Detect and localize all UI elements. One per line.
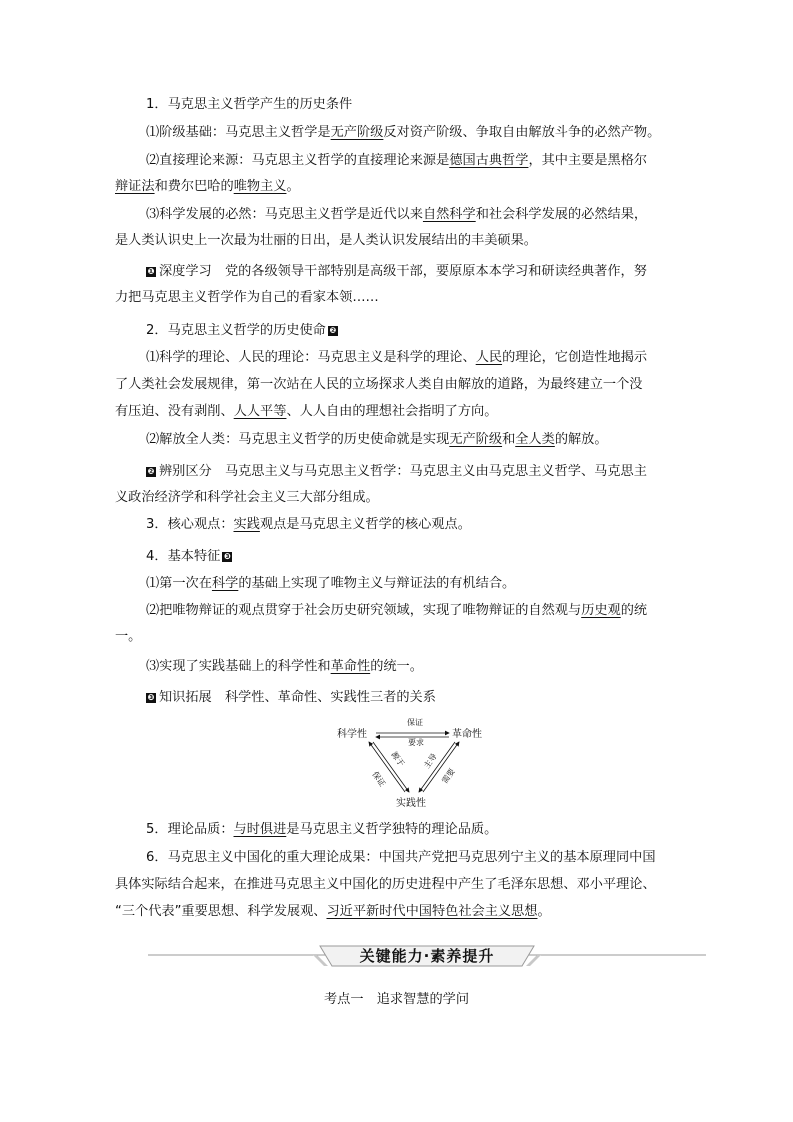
item1-p1: ⑴阶级基础：马克思主义哲学是无产阶级反对资产阶级、争取自由解放斗争的必然产物。 [146, 125, 661, 140]
study-note-cont: 力把马克思主义哲学作为自己的看家本领…… [115, 290, 379, 305]
edge-right-inner-label: 主导 [422, 751, 439, 771]
distinguish-note-cont: 义政治经济学和科学社会主义三大部分组成。 [115, 490, 379, 505]
banner-title: 关键能力·素养提升 [359, 947, 495, 965]
item4-mark: ❸ [223, 552, 231, 561]
item6-cont2: “三个代表”重要思想、科学发展观、习近平新时代中国特色社会主义思想。 [115, 904, 551, 919]
relationship-diagram [335, 712, 495, 812]
edge-top-label: 保证 [407, 718, 423, 727]
section-title: 考点一 追求智慧的学问 [323, 992, 470, 1007]
item2-p1-cont2: 有压迫、没有剥削、人人平等、人人自由的理想社会指明了方向。 [115, 404, 498, 419]
study-note: ❶ 深度学习 党的各级领导干部特别是高级干部，要原原本本学习和研读经典著作，努 [147, 264, 647, 279]
distinguish-mark: ❷ [147, 467, 155, 476]
item2-p1-cont1: 了人类社会发展规律，第一次站在人民的立场探求人类自由解放的道路，为最终建立一个没 [115, 377, 643, 392]
item1-p2: ⑵直接理论来源：马克思主义哲学的直接理论来源是德国古典哲学，其中主要是黑格尔 [146, 153, 648, 168]
extend-mark: ❸ [147, 693, 155, 702]
node-scientific: 科学性 [337, 729, 367, 740]
edge-left-outer-label: 保证 [370, 769, 387, 789]
item4-heading: 4．基本特征 ❸ [146, 549, 231, 564]
key-ability-banner [148, 942, 706, 972]
edge-center-label: 要求 [408, 738, 424, 747]
item1-heading: 1．马克思主义哲学产生的历史条件 [146, 97, 353, 112]
item2-heading: 2．马克思主义哲学的历史使命 ❷ [146, 323, 337, 338]
edge-right-outer-label: 需要 [440, 766, 457, 786]
study-mark: ❶ [147, 267, 155, 276]
item4-p2: ⑵把唯物辩证的观点贯穿于社会历史研究领域，实现了唯物辩证的自然观与历史观的统 [146, 603, 648, 618]
node-revolutionary: 革命性 [452, 729, 482, 740]
item3: 3．核心观点：实践观点是马克思主义哲学的核心观点。 [146, 517, 471, 532]
item4-p3: ⑶实现了实践基础上的科学性和革命性的统一。 [146, 659, 423, 674]
distinguish-note: ❷ 辨别区分 马克思主义与马克思主义哲学：马克思主义由马克思主义哲学、马克思主 [147, 464, 647, 479]
item2-p2: ⑵解放全人类：马克思主义哲学的历史使命就是实现无产阶级和全人类的解放。 [146, 432, 608, 447]
node-practical: 实践性 [396, 798, 426, 809]
item1-p2-cont: 辩证法和费尔巴哈的唯物主义。 [115, 179, 300, 194]
item1-p3-cont: 是人类认识史上一次最为壮丽的日出，是人类认识发展结出的丰美硕果。 [115, 233, 537, 248]
item6: 6．马克思主义中国化的重大理论成果：中国共产党把马克思列宁主义的基本原理同中国 [146, 850, 656, 865]
item1-p3: ⑶科学发展的必然：马克思主义哲学是近代以来自然科学和社会科学发展的必然结果， [146, 207, 648, 222]
edge-left-inner-label: 源于 [389, 749, 406, 769]
item6-cont1: 具体实际结合起来，在推进马克思主义中国化的历史进程中产生了毛泽东思想、邓小平理论、 [115, 877, 656, 892]
item2-mark: ❷ [329, 326, 337, 335]
item2-p1: ⑴科学的理论、人民的理论：马克思主义是科学的理论、人民的理论，它创造性地揭示 [146, 350, 648, 365]
item4-p2-cont: 一。 [115, 629, 142, 644]
extend-note: ❸ 知识拓展 科学性、革命性、实践性三者的关系 [147, 690, 436, 705]
item4-p1: ⑴第一次在科学的基础上实现了唯物主义与辩证法的有机结合。 [146, 576, 516, 591]
item5: 5．理论品质：与时俱进是马克思主义哲学独特的理论品质。 [146, 822, 498, 837]
relationship-diagram-svg [335, 712, 495, 812]
